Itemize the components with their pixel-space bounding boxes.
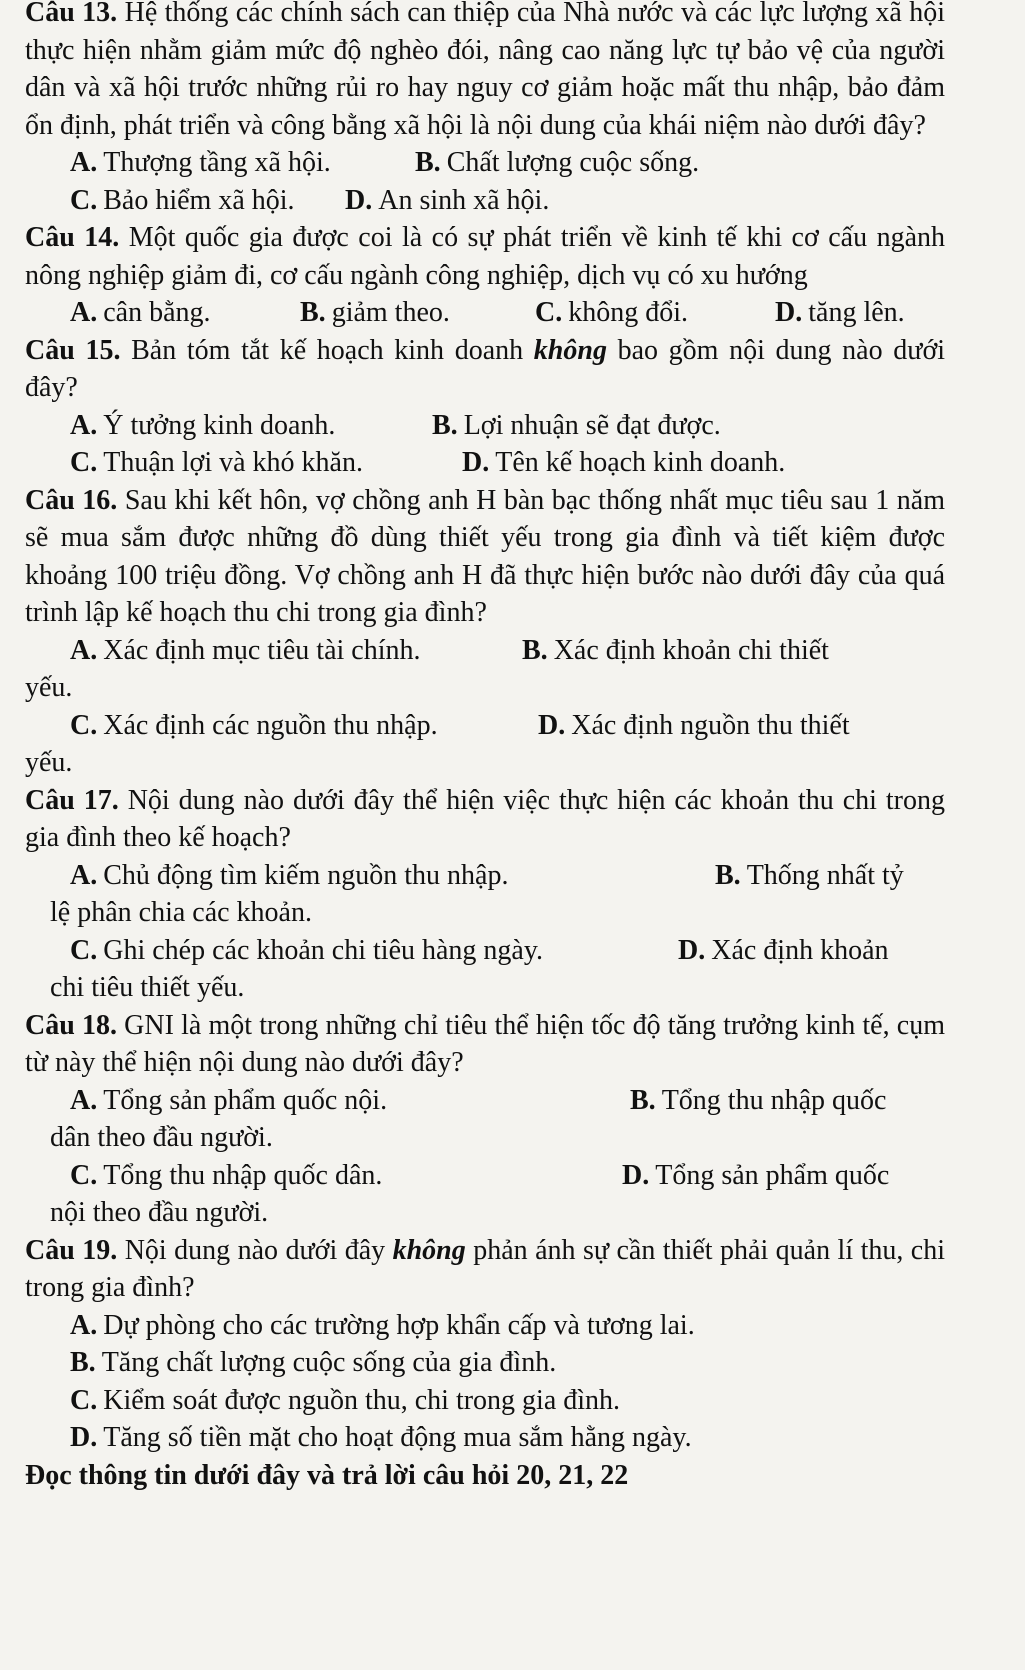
option-d[interactable]: [622, 1157, 889, 1195]
question-text: GNI là một trong những chỉ tiêu thể hiện tốc độ tăng trưởng kinh tế, cụm từ này thể hiện nội dung nào dưới đây?: [25, 1009, 945, 1078]
option-d[interactable]: [775, 294, 905, 332]
question-number: Câu 14.: [25, 222, 120, 253]
option-text: Tổng thu nhập quốc dân.: [103, 1159, 383, 1191]
option-a[interactable]: [70, 294, 300, 332]
option-letter: B.: [715, 859, 741, 891]
options-row: [25, 294, 945, 332]
option-letter: C.: [535, 297, 563, 328]
question-19: [25, 1232, 945, 1307]
question-number: Câu 17.: [25, 784, 119, 816]
option-letter: A.: [70, 859, 98, 891]
option-letter: D.: [678, 934, 706, 966]
option-text: Tổng sản phẩm quốc: [655, 1159, 890, 1191]
option-text: cân bằng.: [103, 297, 211, 328]
option-letter: D.: [622, 1159, 650, 1191]
option-text: Xác định mục tiêu tài chính.: [103, 634, 421, 666]
option-c[interactable]: [70, 932, 678, 970]
option-text: Tổng thu nhập quốc: [661, 1084, 887, 1116]
option-b[interactable]: [415, 144, 699, 182]
question-13: [25, 0, 945, 144]
option-letter: A.: [70, 147, 98, 178]
options-row: [25, 1157, 945, 1195]
option-c[interactable]: [535, 294, 775, 332]
option-letter: A.: [70, 634, 98, 666]
option-text: Ghi chép các khoản chi tiêu hàng ngày.: [103, 934, 544, 966]
option-letter: C.: [70, 934, 98, 966]
option-text: Tổng sản phẩm quốc nội.: [103, 1084, 388, 1116]
option-letter: B.: [522, 634, 548, 666]
question-14: [25, 219, 945, 294]
option-letter: B.: [70, 1347, 96, 1378]
question-15: [25, 332, 945, 407]
question-18: [25, 1007, 945, 1082]
option-b[interactable]: [522, 632, 829, 670]
option-b[interactable]: [715, 857, 904, 895]
option-letter: D.: [775, 297, 803, 328]
negation-keyword: không: [533, 334, 607, 366]
option-d[interactable]: [462, 444, 785, 482]
option-letter: D.: [538, 709, 566, 741]
question-number: Câu 16.: [25, 484, 118, 516]
options-row: [25, 707, 945, 745]
options-row: [25, 407, 945, 445]
option-letter: A.: [70, 297, 98, 328]
options-row: [25, 444, 945, 482]
option-text: Chủ động tìm kiếm nguồn thu nhập.: [103, 859, 509, 891]
section-instruction: Đọc thông tin dưới đây và trả lời câu hỏi 20, 21, 22: [25, 1459, 629, 1491]
option-letter: A.: [70, 1309, 98, 1341]
option-b[interactable]: [432, 407, 721, 445]
option-text: Chất lượng cuộc sống.: [446, 147, 700, 178]
option-text: Lợi nhuận sẽ đạt được.: [463, 409, 721, 441]
option-a[interactable]: [25, 1307, 945, 1345]
question-text: Bản tóm tắt kế hoạch kinh doanh: [131, 334, 524, 366]
question-text: Sau khi kết hôn, vợ chồng anh H bàn bạc thống nhất mục tiêu sau 1 năm sẽ mua sắm được những đồ dùng thiết yếu trong gia đình và tiết kiệm được khoảng 100 triệu đồng. Vợ chồng anh H đã thực hiện bước nào dưới đây của quá trình lập kế hoạch thu chi trong gia đình?: [25, 484, 945, 628]
option-text: Ý tưởng kinh doanh.: [103, 409, 336, 441]
option-b[interactable]: [25, 1344, 945, 1382]
option-letter: C.: [70, 709, 98, 741]
option-text: Tên kế hoạch kinh doanh.: [495, 447, 786, 478]
option-text: Kiểm soát được nguồn thu, chi trong gia đình.: [103, 1384, 621, 1416]
option-letter: C.: [70, 184, 98, 216]
option-c[interactable]: [70, 707, 538, 745]
option-letter: D.: [345, 184, 373, 216]
option-a[interactable]: [70, 1082, 630, 1120]
question-number: Câu 15.: [25, 334, 121, 366]
option-letter: D.: [462, 447, 490, 478]
option-d[interactable]: [345, 182, 549, 220]
question-number: Câu 18.: [25, 1009, 117, 1041]
option-b[interactable]: [300, 294, 535, 332]
option-a[interactable]: [70, 857, 715, 895]
question-text: Nội dung nào dưới đây thể hiện việc thực hiện các khoản thu chi trong gia đình theo kế hoạch?: [25, 784, 946, 853]
option-d-continuation: nội theo đầu người.: [50, 1197, 269, 1228]
question-text: bao gồm nội dung nào dưới đây?: [25, 334, 946, 403]
question-number: Câu 19.: [25, 1234, 118, 1266]
option-letter: A.: [70, 409, 98, 441]
options-row: [25, 632, 945, 670]
option-text: tăng lên.: [808, 297, 905, 328]
option-d[interactable]: [678, 932, 889, 970]
question-text: phản ánh sự cần thiết phải quản lí thu, chi trong gia đình?: [25, 1234, 946, 1303]
option-letter: C.: [70, 1159, 98, 1191]
option-b-continuation: dân theo đầu người.: [50, 1122, 273, 1153]
question-16: [25, 482, 945, 632]
option-text: Thống nhất tỷ: [746, 859, 904, 891]
option-letter: C.: [70, 447, 98, 478]
question-17: [25, 782, 945, 857]
option-text: không đổi.: [568, 297, 689, 328]
question-text: Nội dung nào dưới đây: [124, 1234, 386, 1266]
option-text: Xác định khoản: [711, 934, 889, 966]
option-text: Tăng số tiền mặt cho hoạt động mua sắm hằng ngày.: [103, 1422, 692, 1453]
option-b-continuation: lệ phân chia các khoản.: [50, 897, 312, 928]
option-text: Thượng tầng xã hội.: [103, 147, 331, 178]
option-letter: B.: [300, 297, 326, 328]
option-a[interactable]: [70, 407, 432, 445]
option-text: Bảo hiểm xã hội.: [103, 184, 295, 216]
question-number: Câu 13.: [25, 0, 118, 28]
option-letter: B.: [432, 409, 458, 441]
option-text: Dự phòng cho các trường hợp khẩn cấp và tương lai.: [103, 1309, 695, 1341]
option-text: An sinh xã hội.: [378, 184, 550, 216]
option-a[interactable]: [70, 632, 522, 670]
options-row: [25, 144, 945, 182]
option-letter: B.: [415, 147, 441, 178]
option-letter: D.: [70, 1422, 98, 1453]
option-text: Thuận lợi và khó khăn.: [103, 447, 363, 478]
option-d[interactable]: [538, 707, 850, 745]
question-text: Một quốc gia được coi là có sự phát triển về kinh tế khi cơ cấu ngành nông nghiệp giảm đi, cơ cấu ngành công nghiệp, dịch vụ có xu hướng: [25, 222, 946, 291]
option-b-continuation: yếu.: [25, 672, 73, 703]
option-text: Tăng chất lượng cuộc sống của gia đình.: [101, 1347, 557, 1378]
option-text: Xác định khoản chi thiết: [553, 634, 829, 666]
options-row: [25, 1082, 945, 1120]
option-letter: A.: [70, 1084, 98, 1116]
option-d-continuation: yếu.: [25, 747, 73, 778]
option-d[interactable]: [25, 1419, 945, 1457]
option-c[interactable]: [70, 182, 345, 220]
option-c[interactable]: [70, 1157, 622, 1195]
option-c[interactable]: [25, 1382, 945, 1420]
option-a[interactable]: [70, 144, 415, 182]
options-row: [25, 932, 945, 970]
option-text: Xác định các nguồn thu nhập.: [103, 709, 438, 741]
option-letter: B.: [630, 1084, 656, 1116]
options-row: [25, 182, 945, 220]
option-text: giảm theo.: [331, 297, 450, 328]
options-row: [25, 857, 945, 895]
question-text: Hệ thống các chính sách can thiệp của Nhà nước và các lực lượng xã hội thực hiện nhằm giảm mức độ nghèo đói, nâng cao năng lực tự bảo vệ của người dân và xã hội trước những rủi ro hay nguy cơ giảm hoặc mất thu nhập, bảo đảm ổn định, phát triển và công bằng xã hội là nội dung của khái niệm nào dưới đây?: [25, 0, 945, 141]
option-d-continuation: chi tiêu thiết yếu.: [50, 972, 245, 1003]
option-c[interactable]: [70, 444, 462, 482]
option-b[interactable]: [630, 1082, 886, 1120]
option-text: Xác định nguồn thu thiết: [571, 709, 850, 741]
negation-keyword: không: [392, 1234, 466, 1266]
option-letter: C.: [70, 1384, 98, 1416]
